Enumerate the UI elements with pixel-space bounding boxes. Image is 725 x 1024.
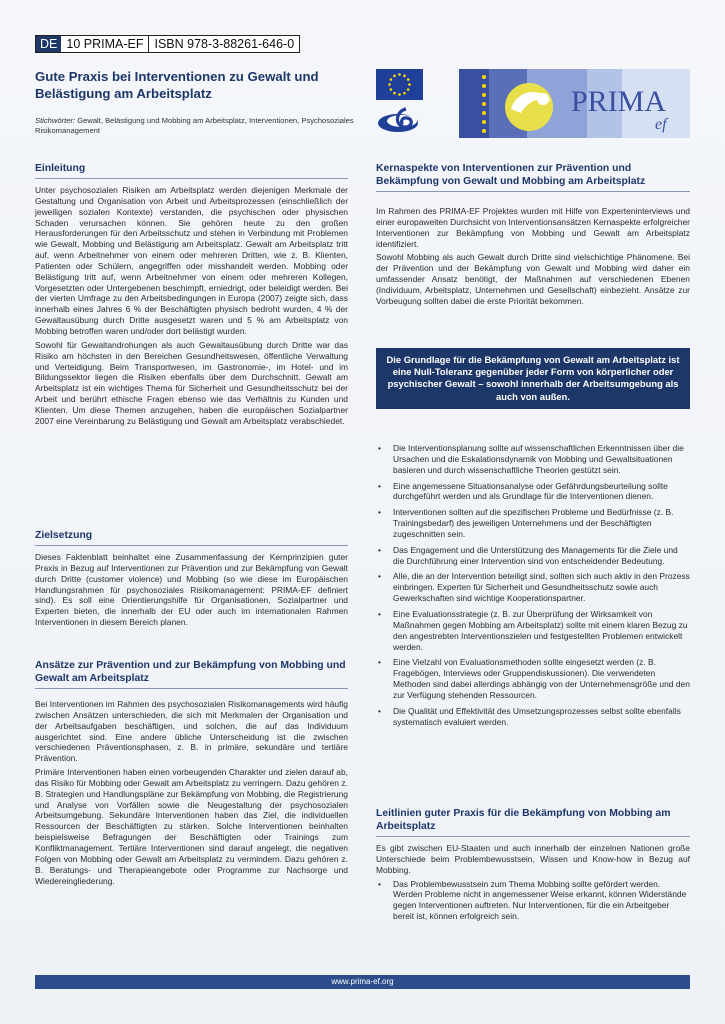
bullet-item: • Die Interventionsplanung sollte auf wissenschaftlichen Erkenntnissen über die Ursachen und die Eskalationsdynamik von Mobbing und Gewaltsituationen basieren und durch wissenschaftliche Theorien gestützt sein. <box>376 443 690 476</box>
ansaetze-p2: Primäre Interventionen haben einen vorbeugenden Charakter und zielen darauf ab, das Risiko für Mobbing oder Gewalt am Arbeitsplatz zu verringern. Dazu gehören z. B. Strategien und Handlungspläne zur Bekämpfung von Mobbing, die Registrierung und Analyse von Vorfällen sowie die Neugestaltung der psychosozialen Arbeitsumgebung. Sekundäre Interventionen haben das Ziel, die individuellen Ressourcen der Beschäftigten zu stärken. Solche Interventionen beinhalten beispielsweise Befragungen der Beschäftigten oder Trainings zum Konfliktmanagement. Tertiäre Interventionen sind darauf angelegt, die negativen Folgen von Mobbing oder Gewalt am Arbeitsplatz zu vermindern. Dazu gehören z. B. Beratungs- und Therapieangebote oder Programme zur Nachsorge und Wiedereingliederung. <box>35 767 348 886</box>
doc-number: 10 PRIMA-EF <box>66 37 144 51</box>
bullet-item: • Alle, die an der Intervention beteiligt sind, sollten sich auch aktiv in den Prozess einbringen. Experten für Sicherheit und Gesundheitsschutz sowie auch Gewerkschaften sind wichtige Kooperationspartner. <box>376 571 690 604</box>
eu-star-icon <box>403 92 406 95</box>
bullet-item: • Das Problembewusstsein zum Thema Mobbing sollte gefördert werden. Werden Probleme nicht in angemessener Weise erkannt, können Widerstände gegen Interventionen auftreten. Nur Interventionen, für die ein Arbeitgeber bereit ist, können erfolgreich sein. <box>376 879 690 922</box>
eu-star-icon <box>393 92 396 95</box>
eu-star-icon <box>390 88 393 91</box>
eu-star-icon <box>398 93 401 96</box>
bullet-item: • Eine angemessene Situationsanalyse oder Gefährdungsbeurteilung sollte durchgeführt werden und als Grundlage für die Interventionen dienen. <box>376 481 690 503</box>
bullet-list <box>376 443 690 727</box>
eu-star-icon <box>407 88 410 91</box>
isbn: ISBN 978-3-88261-646-0 <box>148 36 299 52</box>
section-zielsetzung <box>35 529 348 628</box>
heading-ansaetze: Ansätze zur Prävention und zur Bekämpfung von Mobbing und Gewalt am Arbeitsplatz <box>35 659 348 689</box>
ansaetze-p1: Bei Interventionen im Rahmen des psychosozialen Risikomanagements wird häufig zwischen Ansätzen unterschieden, die sich mit Merkmalen der Organisation und der Arbeitsaufgaben beschäftigen, und solchen, die auf das Individuum ausgerichtet sind. Eine andere übliche Unterscheidung ist die zwischen verschiedenen Präventionsphasen, z. B. in primäre, sekundäre und tertiäre Prävention. <box>35 699 348 764</box>
document-id-box <box>35 35 300 53</box>
eu-star-icon <box>388 83 391 86</box>
footer-url[interactable]: www.prima-ef.org <box>35 975 690 989</box>
prima-ef-logo <box>459 69 690 138</box>
kernaspekte-p1: Im Rahmen des PRIMA-EF Projektes wurden mit Hilfe von Experteninterviews und einer europaweiten Durchsicht von Interventionsansätzen Kernaspekte erfolgreicher Interventionen zur Bekämpfung von Mobbing und Gewalt am Arbeitsplatz identifiziert. <box>376 206 690 249</box>
eu-star-icon <box>403 75 406 78</box>
prima-text: PRIMA <box>571 85 667 118</box>
heading-einleitung: Einleitung <box>35 162 348 179</box>
bullet-list <box>376 879 690 922</box>
prima-ef-suffix: ef <box>655 116 667 133</box>
highlight-box: Die Grundlage für die Bekämpfung von Gewalt am Arbeitsplatz ist eine Null-Toleranz gegenüber jeder Form von körperlicher oder psychischer Gewalt – sowohl innerhalb der Arbeitsumgebung als auch von außen. <box>376 348 690 409</box>
section-einleitung <box>35 162 348 427</box>
bullet-item: • Interventionen sollten auf die spezifischen Probleme und Bedürfnisse (z. B. Trainingsbedarf) des jeweiligen Unternehmens und der Beschäftigten zugeschnitten sein. <box>376 507 690 540</box>
eu-star-icon <box>407 78 410 81</box>
leitlinien-p1: Es gibt zwischen EU-Staaten und auch innerhalb der einzelnen Nationen große Unterschiede beim Problembewusstsein, Wissen und Know-how in Bezug auf Mobbing. <box>376 843 690 875</box>
keywords-text: Gewalt, Belästigung und Mobbing am Arbeitsplatz, Interventionen, Psychosoziales Risikomanagement <box>35 116 354 135</box>
einleitung-p2: Sowohl für Gewaltandrohungen als auch Gewaltausübung durch Dritte war das Risiko am höchsten in den Bereichen Gesundheitswesen, öffentliche Verwaltung und Verteidigung. Beim Transportwesen, im Gastronomie-, im Hotel- und im Bildungssektor liegen die Risiken ebenfalls über dem Durchschnitt. Gewalt am Arbeitsplatz ist ein wichtiges Thema für Sicherheit und Gesundheitsschutz bei der Arbeit und berührt ethische Fragen ebenso wie das Verhältnis zu Kunden und Klienten. Um diese Themen anzugehen, haben die europäischen Sozialpartner 2007 eine Vereinbarung zu Belästigung und Gewalt am Arbeitsplatz verabschiedet. <box>35 339 348 426</box>
bullet-item: • Das Engagement und die Unterstützung des Managements für die Ziele und die Durchführung einer Intervention sind von entscheidender Bedeutung. <box>376 545 690 567</box>
eu-flag-logo <box>376 69 423 100</box>
keywords-label: Stichwörter: <box>35 116 76 125</box>
heading-leitlinien: Leitlinien guter Praxis für die Bekämpfung von Mobbing am Arbeitsplatz <box>376 807 690 837</box>
einleitung-p1: Unter psychosozialen Risiken am Arbeitsplatz werden diejenigen Merkmale der Gestaltung und Organisation von Arbeit und Arbeitsprozessen (einschließlich der jeweiligen sozialen Kontexte) verstanden, die psychischen oder physischen Schaden verursachen können. Sie gehören heute zu den großen Herausforderungen für den Arbeitsschutz und stehen in Verbindung mit Problemen wie Gewalt, Mobbing und Belästigung am Arbeitsplatz. Gewalt am Arbeitsplatz tritt auf, wenn Arbeitnehmer von einem oder mehreren Dritten, wie z. B. Klienten, Patienten oder Schülern, angegriffen oder misshandelt werden. Mobbing oder Belästigung tritt auf, wenn Arbeitnehmer von einem oder mehreren Kollegen, Vorgesetzten oder Untergebenen beschimpft, erniedrigt, oder beleidigt werden. Bei der vierten Umfrage zu den Arbeitsbedingungen in Europa (2007) zeigte sich, dass innerhalb eines Jahres 6 % der Beschäftigten physisch bedroht wurden, 4 % der Gewaltausübung durch Dritte ausgesetzt waren und 5 % am Arbeitsplatz von Mobbing betroffen waren und/oder dort belästigt wurden. <box>35 185 348 336</box>
section-ansaetze <box>35 659 348 886</box>
eu-star-icon <box>390 78 393 81</box>
zielsetzung-p1: Dieses Faktenblatt beinhaltet eine Zusammenfassung der Kernprinzipien guter Praxis in Bezug auf Interventionen zur Prävention und zur Bekämpfung von Gewalt durch Dritte (customer violence) und Mobbing (so wie diese im Europäischen Handlungsrahmen für psychosoziales Risikomanagement: PRIMA-EF definiert sind). Es soll eine Orientierungshilfe für Organisationen, Sozialpartner und Experten bieten, die innerhalb der EU oder auch im internationalen Rahmen Interventionen in diesem Bereich planen. <box>35 552 348 628</box>
bullet-item: • Eine Vielzahl von Evaluationsmethoden sollte eingesetzt werden (z. B. Fragebögen, Interviews oder Gruppendiskussionen). Die verwendeten Methoden sind dabei allerdings abhängig von der Unternehmensgröße und den zur Verfügung stehenden Ressourcen. <box>376 657 690 700</box>
eu-star-icon <box>398 73 401 76</box>
fp6-logo <box>376 105 430 137</box>
eu-star-icon <box>393 75 396 78</box>
language-code: DE <box>36 36 61 52</box>
keywords <box>35 116 355 136</box>
heading-kernaspekte: Kernaspekte von Interventionen zur Prävention und Bekämpfung von Gewalt und Mobbing am Arbeitsplatz <box>376 162 690 192</box>
bullet-item: • Die Qualität und Effektivität des Umsetzungsprozesses selbst sollte ebenfalls systematisch evaluiert werden. <box>376 706 690 728</box>
eu-star-icon <box>408 83 411 86</box>
page-title: Gute Praxis bei Interventionen zu Gewalt und Belästigung am Arbeitsplatz <box>35 69 319 101</box>
heading-zielsetzung: Zielsetzung <box>35 529 348 546</box>
kernaspekte-p2: Sowohl Mobbing als auch Gewalt durch Dritte sind vielschichtige Phänomene. Bei der Prävention und der Bekämpfung von Gewalt und Mobbing wird daher ein umfassender Ansatz benötigt, der Maßnahmen auf verschiedenen Ebenen (Individuum, Arbeitsplatz, Unternehmen und Gesellschaft) einbezieht. Ansätze zur Vorbeugung sollten dabei die erste Priorität bekommen. <box>376 252 690 306</box>
section-leitlinien <box>376 807 690 927</box>
bullet-item: • Eine Evaluationsstrategie (z. B. zur Überprüfung der Wirksamkeit von Maßnahmen gegen Mobbing am Arbeitsplatz) sollte mit einem klaren Bezug zu den angestrebten Interventionszielen und festgestellten Problemen entwickelt werden. <box>376 609 690 652</box>
section-kernaspekte <box>376 162 690 307</box>
kernaspekte-bullets <box>376 443 690 732</box>
